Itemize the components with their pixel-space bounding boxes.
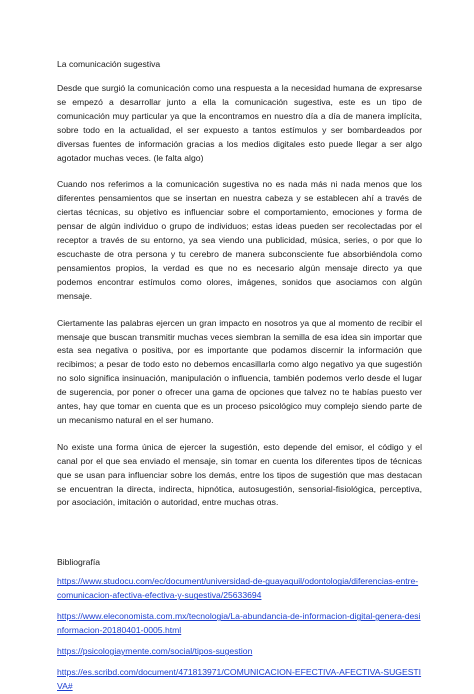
paragraph-4: No existe una forma única de ejercer la sugestión, esto depende del emisor, el código y el canal por el que sea enviado el mensaje, sin tomar en cuenta los diferentes tipos de técnicas que se usan para influenciar sobre los demás, entre los tipos de sugestión que mas destacan se encuentran la directa, indirecta, hipnótica, autosugestión, sensorial-fisiológica, perceptiva, por asociación, imitación o autoridad, entre muchas otras.	[57, 441, 422, 508]
reference-link-psicologiaymente[interactable]: https://psicologiaymente.com/social/tipos-sugestion	[57, 646, 253, 656]
reference-link-studocu[interactable]: https://www.studocu.com/ec/document/universidad-de-guayaquil/odontologia/diferencias-entre-comunicacion-afectiva-efectiva-y-sugestiva/25633694	[57, 576, 419, 601]
paragraph-2: Cuando nos referimos a la comunicación sugestiva no es nada más ni nada menos que los diferentes pensamientos que se insertan en nuestra cabeza y se establecen ahí a través de ciertas técnicas, su objetivo es influenciar sobre el comportamiento, emociones y forma de pensar de algún individuo o grupo de individuos; estas ideas pueden ser recolectadas por el receptor a través de su entorno, ya sea viendo una publicidad, música, series, o por que lo escuchaste de otra persona y tu cerebro de manera subconsciente fue absorbiéndola como pensamientos propios, la verdad es que no es necesario algún mensaje directo ya que podemos encontrar estímulos como olores, imágenes, sonidos que asociamos con algún mensaje.	[57, 179, 422, 301]
bibliography-heading: Bibliografía	[57, 557, 100, 568]
reference-item	[57, 610, 422, 638]
reference-item	[57, 645, 422, 659]
reference-link-scribd[interactable]: https://es.scribd.com/document/471813971/COMUNICACION-EFECTIVA-AFECTIVA-SUGESTIVA#	[57, 666, 422, 691]
paragraph-1: Desde que surgió la comunicación como una respuesta a la necesidad humana de expresarse se empezó a desarrollar junto a ella la comunicación sugestiva, este es un tipo de comunicación muy particular ya que la encontramos en nuestro día a día de manera implícita, sobre todo en la actualidad, el ser expuesto a tantos estímulos y ser bombardeados por diversas fuentes de información gracias a los medios digitales esto puede llegar a ser algo agotador muchas veces. (le falta algo)	[57, 83, 422, 163]
paragraph-3: Ciertamente las palabras ejercen un gran impacto en nosotros ya que al momento de recibir el mensaje que buscan transmitir muchas veces siembran la semilla de esa idea sin importar que esta sea negativa o positiva, por es importante que podamos discernir la información que recibimos; a pesar de todo esto no debemos encasillarla como algo negativo ya que sugestión no solo significa insinuación, manipulación o influencia, también podemos verlo desde el lugar de sugerencia, por poner o ofrecer una gama de opciones que talvez no te habías puesto ver antes, hay que tomar en cuenta que es un proceso psicológico muy complejo siendo parte de un mecanismo natural en el ser humano.	[57, 317, 422, 425]
reference-item	[57, 666, 422, 694]
document-title: La comunicación sugestiva	[57, 59, 161, 69]
reference-link-eleconomista[interactable]: https://www.eleconomista.com.mx/tecnologia/La-abundancia-de-informacion-digital-genera-desinformacion-20180401-0005.html	[57, 611, 421, 636]
reference-item	[57, 575, 422, 603]
